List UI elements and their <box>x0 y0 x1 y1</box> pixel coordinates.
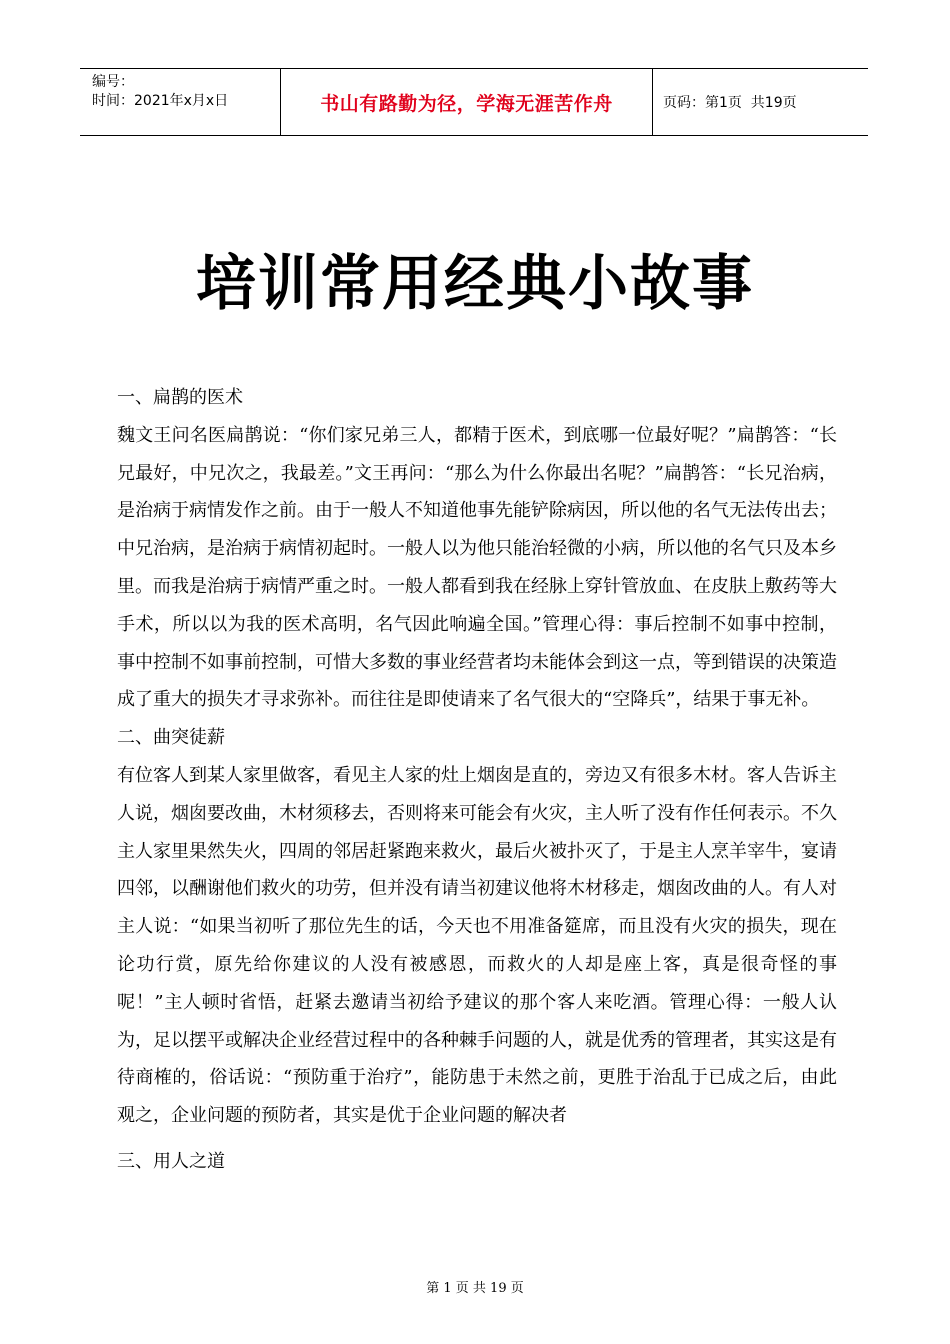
header-motto: 书山有路勤为径，学海无涯苦作舟 <box>280 69 653 135</box>
section-heading: 三、用人之道 <box>117 1150 225 1172</box>
number-label: 编号： <box>92 74 134 90</box>
header-page-info <box>653 69 868 135</box>
document-title: 培训常用经典小故事 <box>196 249 754 319</box>
section-body: 有位客人到某人家里做客，看见主人家的灶上烟囱是直的，旁边又有很多木材。客人告诉主人说，烟囱要改曲，木材须移去，否则将来可能会有火灾，主人听了没有作任何表示。不久主人家里果然失火，四周的邻居赶紧跑来救火，最后火被扑灭了，于是主人烹羊宰牛，宴请四邻，以酬谢他们救火的功劳，但并没有请当初建议他将木材移走，烟囱改曲的人。有人对主人说：“如果当初听了那位先生的话，今天也不用准备筵席，而且没有火灾的损失，现在论功行赏，原先给你建议的人没有被感恩，而救火的人却是座上客，真是很奇怪的事呢！”主人顿时省悟，赶紧去邀请当初给予建议的那个客人来吃酒。管理心得：一般人认为，足以摆平或解决企业经营过程中的各种棘手问题的人，就是优秀的管理者，其实这是有待商榷的，俗话说：“预防重于治疗”，能防患于未然之前，更胜于治乱于已成之后，由此观之，企业问题的预防者，其实是优于企业问题的解决者 <box>117 764 837 1127</box>
header-meta <box>80 69 280 135</box>
section-body: 魏文王问名医扁鹊说：“你们家兄弟三人，都精于医术，到底哪一位最好呢？”扁鹊答：“长兄最好，中兄次之，我最差。”文王再问：“那么为什么你最出名呢？”扁鹊答：“长兄治病，是治病于病情发作之前。由于一般人不知道他事先能铲除病因，所以他的名气无法传出去；中兄治病，是治病于病情初起时。一般人以为他只能治轻微的小病，所以他的名气只及本乡里。而我是治病于病情严重之时。一般人都看到我在经脉上穿针管放血、在皮肤上敷药等大手术，所以以为我的医术高明，名气因此响遍全国。”管理心得：事后控制不如事中控制，事中控制不如事前控制，可惜大多数的事业经营者均未能体会到这一点，等到错误的决策造成了重大的损失才寻求弥补。而往往是即使请来了名气很大的“空降兵”，结果于事无补。 <box>117 424 837 711</box>
document-body <box>117 379 837 1181</box>
date-label: 时间：2021年x月x日 <box>92 93 229 109</box>
header-page-label: 页码：第1页 共19页 <box>663 95 797 111</box>
page-footer: 第 1 页 共 19 页 <box>426 1281 524 1296</box>
section-heading: 一、扁鹊的医术 <box>117 387 243 408</box>
page-header <box>80 68 868 136</box>
section-heading: 二、曲突徒薪 <box>117 727 225 749</box>
